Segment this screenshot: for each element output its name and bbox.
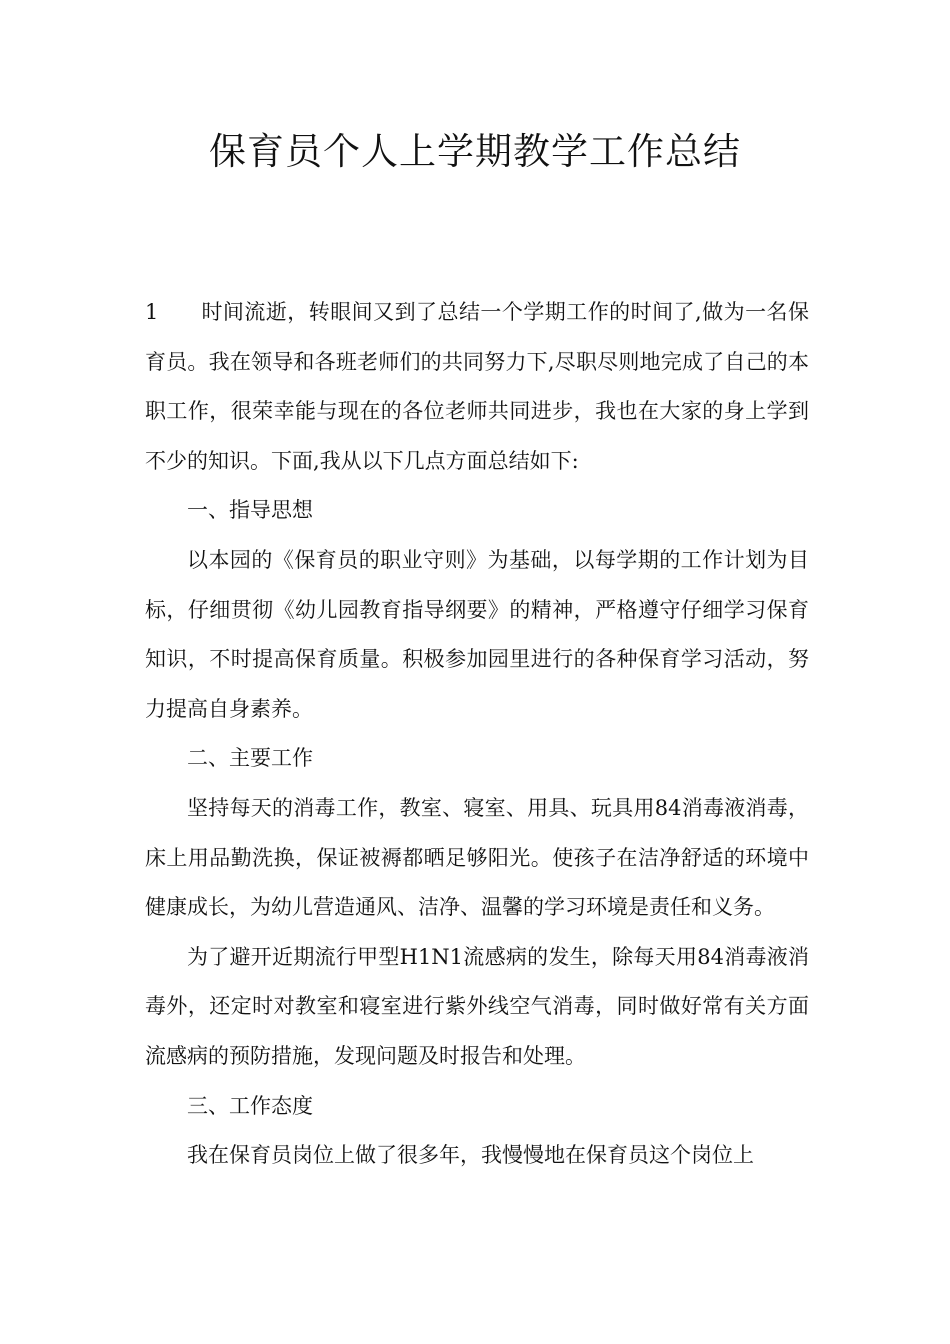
section1-paragraph: 以本园的《保育员的职业守则》为基础，以每学期的工作计划为目标，仔细贯彻《幼儿园教育指导纲要》的精神，严格遵守仔细学习保育知识，不时提高保育质量。积极参加园里进行的各种保育学习活动，努力提高自身素养。 [145,547,809,721]
intro-text: 时间流逝，转眼间又到了总结一个学期工作的时间了,做为一名保育员。我在领导和各班老师们的共同努力下,尽职尽则地完成了自己的本职工作，很荣幸能与现在的各位老师共同进步，我也在大家的身上学到不少的知识。下面,我从以下几点方面总结如下: [145,300,809,473]
intro-paragraph [145,288,809,486]
section3-paragraph: 我在保育员岗位上做了很多年，我慢慢地在保育员这个岗位上 [187,1143,754,1168]
section-heading-work-attitude: 三、工作态度 [187,1093,313,1118]
document-body [145,288,809,1181]
paragraph-number: 1 [145,300,159,324]
section-heading-main-work: 二、主要工作 [187,746,313,771]
section2-paragraph-2: 为了避开近期流行甲型H1N1流感病的发生，除每天用84消毒液消毒外，还定时对教室和寝室进行紫外线空气消毒，同时做好常有关方面流感病的预防措施，发现问题及时报告和处理。 [145,944,809,1068]
section2-paragraph-1: 坚持每天的消毒工作，教室、寝室、用具、玩具用84消毒液消毒，床上用品勤洗换，保证被褥都晒足够阳光。使孩子在洁净舒适的环境中健康成长，为幼儿营造通风、洁净、温馨的学习环境是责任和义务。 [145,795,809,920]
document-title: 保育员个人上学期教学工作总结 [209,130,741,173]
section-heading-guiding-ideas: 一、指导思想 [187,498,313,523]
